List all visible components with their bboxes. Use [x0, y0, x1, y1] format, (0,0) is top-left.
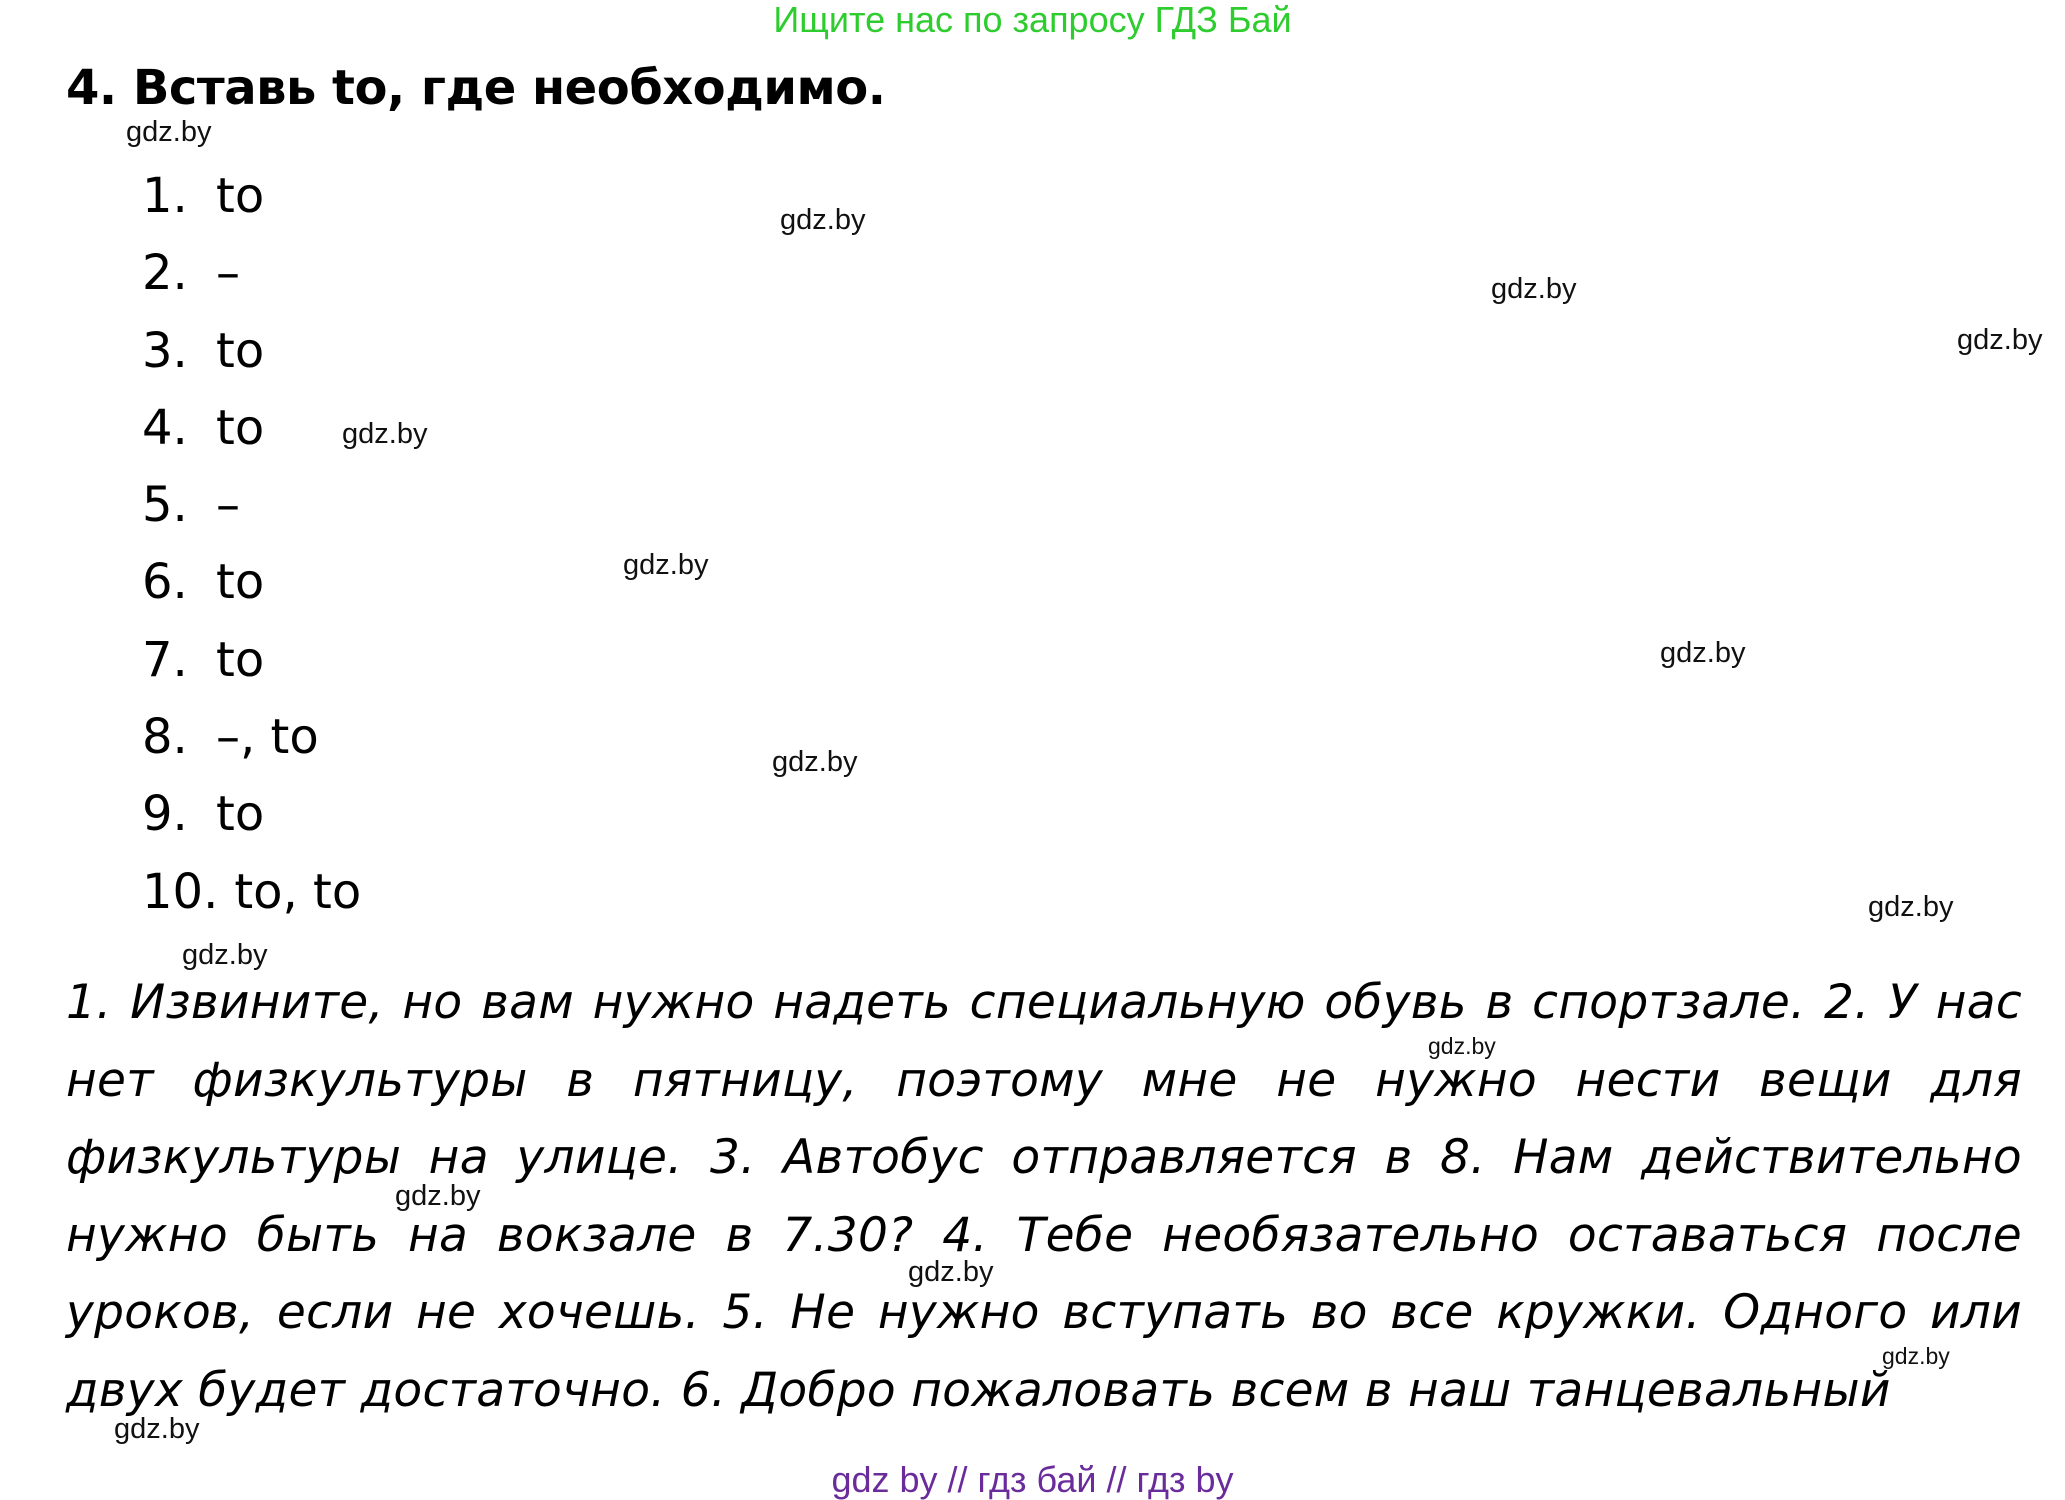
watermark: gdz.by	[126, 116, 212, 148]
answer-number: 9.	[142, 786, 188, 843]
exercise-title: 4. Вставь to, где необходимо.	[66, 60, 886, 116]
answer-item	[142, 398, 361, 475]
watermark: gdz.by	[114, 1413, 200, 1445]
answer-number: 6.	[142, 554, 188, 611]
answer-value: to	[216, 399, 265, 456]
answer-item	[142, 552, 361, 629]
answer-value: to, to	[234, 863, 362, 920]
watermark: gdz.by	[908, 1256, 994, 1288]
answer-number: 7.	[142, 631, 188, 688]
answer-item	[142, 862, 361, 939]
watermark: gdz.by	[623, 549, 709, 581]
watermark: gdz.by	[1868, 891, 1954, 923]
watermark: gdz.by	[1428, 1033, 1496, 1059]
watermark: gdz.by	[1491, 273, 1577, 305]
answer-value: to	[216, 554, 265, 611]
answer-number: 8.	[142, 709, 188, 766]
answer-item	[142, 166, 361, 243]
footer-links: gdz by // гдз бай // гдз by	[831, 1459, 1234, 1500]
answer-number: 5.	[142, 477, 188, 534]
translation-paragraph: 1. Извините, но вам нужно надеть специальную обувь в спортзале. 2. У нас нет физкультуры в пятницу, поэтому мне не нужно нести вещи для физкультуры на улице. 3. Автобус отправляется в 8. Нам действительно нужно быть на вокзале в 7.30? 4. Тебе необязательно оставаться после уроков, если не хочешь. 5. Не нужно вступать во все кружки. Одного или двух будет достаточно. 6. Добро пожаловать всем в наш танцевальный	[66, 975, 2022, 1418]
answer-item	[142, 784, 361, 861]
answer-value: to	[216, 168, 265, 224]
answer-item	[142, 243, 361, 320]
answer-value: to	[216, 631, 265, 688]
answer-item	[142, 630, 361, 707]
answer-item	[142, 707, 361, 784]
answer-number: 10.	[142, 863, 219, 920]
answer-number: 4.	[142, 399, 188, 456]
search-banner: Ищите нас по запросу ГДЗ Бай	[773, 0, 1292, 40]
answer-value: –	[216, 477, 240, 534]
watermark: gdz.by	[182, 939, 268, 971]
answer-number: 3.	[142, 322, 188, 379]
watermark: gdz.by	[772, 746, 858, 778]
answer-item	[142, 475, 361, 552]
answer-list	[142, 166, 361, 939]
watermark: gdz.by	[342, 418, 428, 450]
answer-number: 2.	[142, 245, 188, 302]
watermark: gdz.by	[1957, 324, 2043, 356]
watermark: gdz.by	[780, 204, 866, 236]
answer-value: to	[216, 786, 265, 843]
watermark: gdz.by	[1660, 637, 1746, 669]
answer-number: 1.	[142, 168, 188, 224]
answer-value: –, to	[216, 709, 319, 766]
watermark: gdz.by	[395, 1180, 481, 1212]
watermark: gdz.by	[1882, 1343, 1950, 1369]
answer-value: –	[216, 245, 240, 302]
answer-item	[142, 321, 361, 398]
answer-value: to	[216, 322, 265, 379]
